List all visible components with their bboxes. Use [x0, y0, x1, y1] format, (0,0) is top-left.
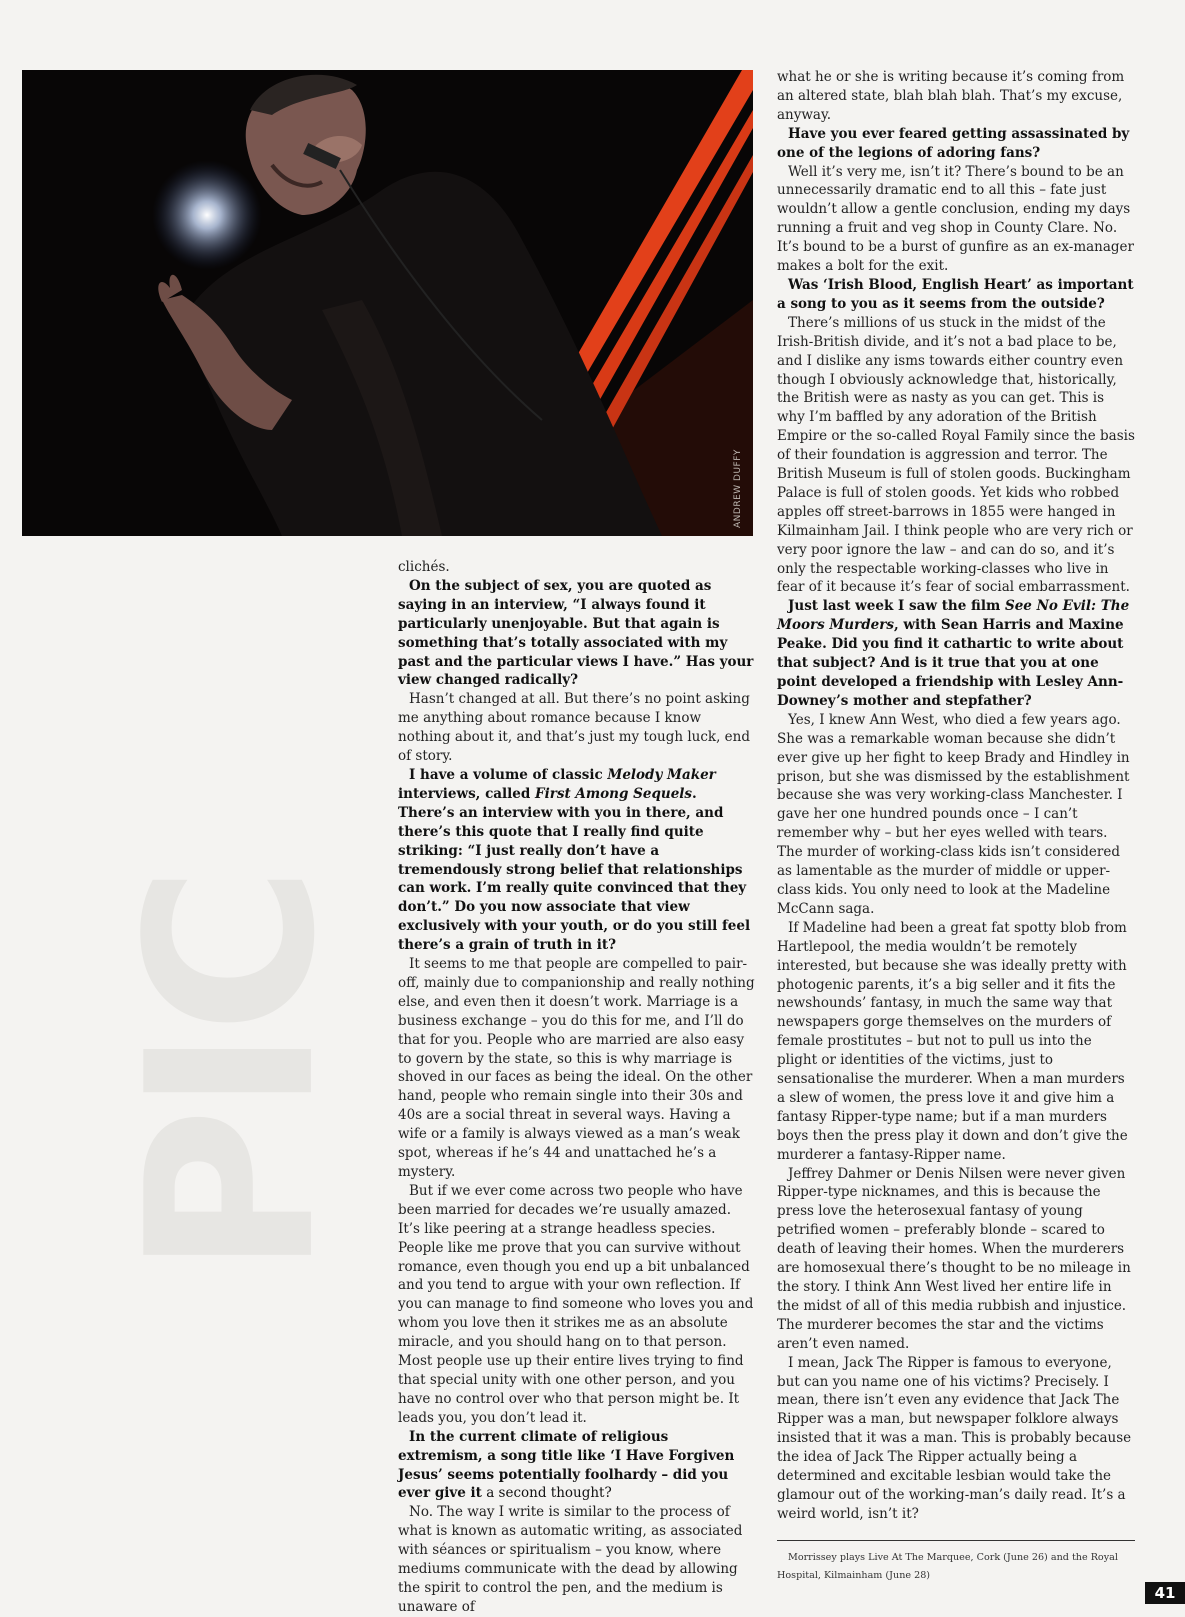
answer: Hasn’t changed at all. But there’s no point asking me anything about romance because I know nothing about it, and that’s just my tough luck, end of story. — [398, 691, 751, 765]
answer: No. The way I write is similar to the process of what is known as automatic writing, as associated with séances or spiritualism – you know, where mediums communicate with the dead by allowing the spirit to control the pen, and the medium is unaware of — [398, 1504, 743, 1615]
answer: I mean, Jack The Ripper is famous to everyone, but can you name one of his victims? Precisely. I mean, there isn’t even any evidence that Jack The Ripper was a man, but newspaper folklore always insisted that it was a man. This is probably because the idea of Jack The Ripper actually being a determined and excitable lesbian would take the glamour out of the working-man’s daily read. It’s a weird world, isn’t it? — [777, 1354, 1132, 1522]
paragraph: what he or she is writing because it’s coming from an altered state, blah blah blah. That’s my excuse, anyway. — [777, 69, 1125, 123]
answer: Well it’s very me, isn’t it? There’s bound to be an unnecessarily dramatic end to all this – fate just wouldn’t allow a gentle conclusion, ending my days running a fruit and veg shop in County Clare. No. It’s bound to be a burst of gunfire as an ex-manager makes a bolt for the exit. — [777, 163, 1134, 275]
watermark-text: PIC — [98, 871, 366, 1276]
question: On the subject of sex, you are quoted as saying in an interview, “I always found it particularly unenjoyable. But that again is something that’s totally associated with my past and the particular views I have.” Has your view changed radically? — [398, 577, 754, 689]
caption-rule — [777, 1540, 1135, 1585]
question: In the current climate of religious extremism, a song title like ‘I Have Forgiven Jesus’ seems potentially foolhardy – did you ever give it a second thought? — [398, 1428, 735, 1502]
paragraph: clichés. — [398, 559, 450, 575]
singer-illustration — [22, 70, 753, 536]
article-column-right — [777, 68, 1135, 1585]
question: Was ‘Irish Blood, English Heart’ as important a song to you as it seems from the outside? — [777, 276, 1134, 312]
article-column-left — [398, 558, 756, 1617]
answer: Yes, I knew Ann West, who died a few years ago. She was a remarkable woman because she didn’t ever give up her fight to keep Brady and Hindley in prison, but she was dismissed by the establishment because she was very working-class Manchester. I gave her one hundred pounds once – I can’t remember why – but her eyes welled with tears. The murder of working-class kids isn’t considered as lamentable as the murder of middle or upper-class kids. You only need to look at the Madeline McCann saga. — [777, 711, 1130, 917]
answer: If Madeline had been a great fat spotty blob from Hartlepool, the media wouldn’t be remotely interested, but because she was ideally pretty with photogenic parents, it’s a big seller and it fits the newshounds’ fantasy, in much the same way that newspapers gorge themselves on the murders of female prostitutes – but not to pull us into the plight or identities of the victims, just to sensationalise the murderer. When a man murders a slew of women, the press love it and give him a fantasy Ripper-type name; but if a man murders boys then the press play it down and don’t give the murderer a fantasy-Ripper name. — [777, 919, 1128, 1163]
concert-photo — [22, 70, 753, 536]
question: Just last week I saw the film See No Evil: The Moors Murders, with Sean Harris and Maxine Peake. Did you find it cathartic to write about that subject? And is it true that you at one point developed a friendship with Lesley Ann-Downey’s mother and stepfather? — [777, 598, 1130, 709]
page-number: 41 — [1145, 1582, 1185, 1604]
answer: There’s millions of us stuck in the midst of the Irish-British divide, and it’s not a bad place to be, and I dislike any isms towards either country even though I obviously acknowledge that, historically, the British were as nasty as you can get. This is why I’m baffled by any adoration of the British Empire or the so-called Royal Family since the basis of their foundation is aggression and terror. The British Museum is full of stolen goods. Buckingham Palace is full of stolen goods. Yet kids who robbed apples off street-barrows in 1855 were hanged in Kilmainham Jail. I think people who are very rich or very poor ignore the law – and can do so, and it’s only the respectable working-classes who live in fear of it because it’s fear of social embarrassment. — [777, 314, 1135, 596]
question: Have you ever feared getting assassinated by one of the legions of adoring fans? — [777, 125, 1130, 161]
gig-caption: Morrissey plays Live At The Marquee, Cork (June 26) and the Royal Hospital, Kilmainham (June 28) — [777, 1551, 1118, 1581]
question: I have a volume of classic Melody Maker interviews, called First Among Sequels. There’s an interview with you in there, and there’s this quote that I really find quite striking: “I just really don’t have a tremendously strong belief that relationships can work. I’m really quite convinced that they don’t.” Do you now associate that view exclusively with your youth, or do you still feel there’s a grain of truth in it? — [398, 766, 751, 954]
answer: Jeffrey Dahmer or Denis Nilsen were never given Ripper-type nicknames, and this is because the press love the heterosexual fantasy of young petrified women – preferably blonde – scared to death of leaving their homes. When the murderers are homosexual there’s thought to be no mileage in the story. I think Ann West lived her entire life in the midst of all of this media rubbish and injustice. The murderer becomes the star and the victims aren’t even named. — [777, 1165, 1131, 1352]
answer: But if we ever come across two people who have been married for decades we’re usually amazed. It’s like peering at a strange headless species. People like me prove that you can survive without romance, even though you end up a bit unbalanced and you tend to argue with your own reflection. If you can manage to find someone who loves you and whom you love then it strikes me as an absolute miracle, and you should hang on to that person. Most people use up their entire lives trying to find that special unity with one other person, and you have no control over who that person might be. It leads you, you don’t lead it. — [398, 1182, 754, 1426]
photo-credit: ANDREW DUFFY — [733, 449, 743, 528]
background-watermark — [98, 640, 390, 1540]
answer: It seems to me that people are compelled to pair-off, mainly due to companionship and really nothing else, and even then it doesn’t work. Marriage is a business exchange – you do this for me, and I’ll do that for you. People who are married are also easy to govern by the state, so this is why marriage is shoved in our faces as being the ideal. On the other hand, people who remain single into their 30s and 40s are a social threat in several ways. Having a wife or a family is always viewed as a man’s weak spot, whereas if he’s 44 and unattached he’s a mystery. — [398, 956, 755, 1180]
